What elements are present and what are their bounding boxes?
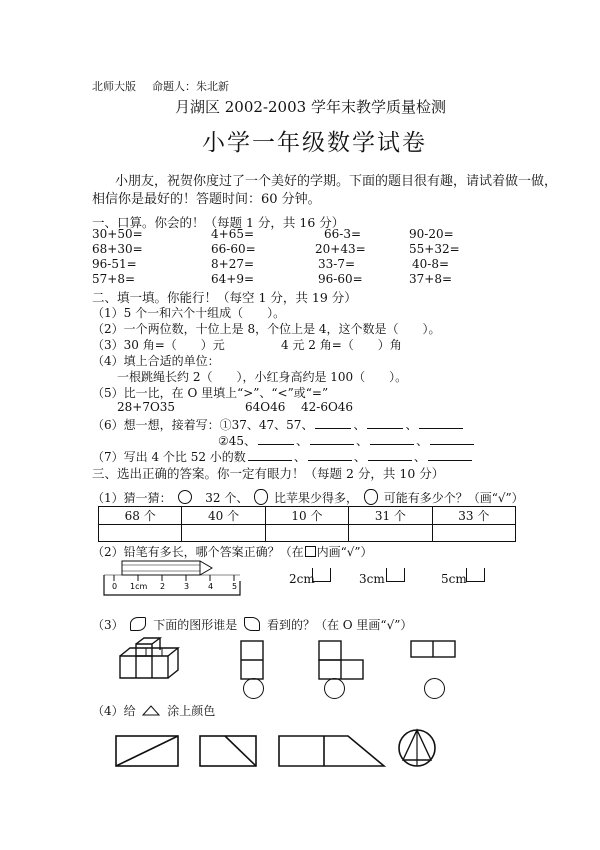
shape-trapezoid [278,735,388,769]
math-item: 30+50= [92,227,143,241]
fill-q1: （1）5 个一和六个十组成（ ）。 [92,306,286,320]
option-cell: 40 个 [182,507,265,525]
ruler-with-pencil [100,555,250,603]
math-item: 57+8= [92,272,136,286]
view-option-c [410,640,460,660]
pear-icon [254,489,268,505]
answer-blank[interactable] [258,434,294,445]
ruler-tick-label: 0 [112,582,118,591]
bird-icon [130,617,146,631]
q2-text-b: 内画“√”） [316,545,373,559]
answer-blank[interactable] [315,418,351,429]
math-item: 40-8= [412,257,450,271]
math-item: 68+30= [92,242,143,256]
compare-3: 42-6O46 [301,400,354,414]
fill-q4: （4）填上合适的单位： [92,354,220,368]
compare-2: 64O46 [245,400,286,414]
answer-blank[interactable] [419,418,463,429]
bird-icon [244,617,260,631]
answer-cell[interactable] [182,525,265,542]
q3-label: （3） [92,618,124,632]
answer-cell[interactable] [99,525,182,542]
math-item: 66-60= [211,242,256,256]
fill-q6-text: （6）想一想，接着写：①37、47、57、 [92,418,314,432]
length-option-5cm [441,572,467,586]
answer-blank[interactable] [428,450,472,461]
answer-circle[interactable] [243,678,264,699]
exam-title: 月湖区 2002-2003 学年末教学质量检测 [175,98,446,116]
ruler-tick-label: 2 [160,582,166,591]
options-table [98,506,516,542]
author-label: 命题人：朱北新 [152,80,229,93]
ruler-tick-label: 3 [184,582,190,591]
math-item: 64+9= [211,272,255,286]
math-item: 33-7= [318,257,356,271]
answer-circle[interactable] [424,678,445,699]
intro-line-2: 相信你是最好的！答题时间：60 分钟。 [92,192,321,207]
ruler-tick-label: 4 [208,582,214,591]
section-3-heading: 三、选出正确的答案。你一定有眼力！（每题 2 分，共 10 分） [92,466,445,481]
math-item: 37+8= [409,272,453,286]
answer-blank[interactable] [367,418,403,429]
option-cell: 68 个 [99,507,182,525]
math-item: 66-3= [324,227,362,241]
q4-label: （4）给 [92,704,136,718]
cube-stack-figure [118,642,188,682]
answer-circle[interactable] [324,678,345,699]
fill-q3a: （3）30 角=（ ）元 [92,338,225,352]
fill-q5: （5）比一比，在 O 里填上“>”、“<”或“=” [92,386,329,400]
length-label: 5cm [441,572,467,586]
q2-text-a: （2）铅笔有多长，哪个答案正确？（在 [92,545,304,559]
answer-blank[interactable] [308,450,352,461]
math-item: 90-20= [409,227,454,241]
answer-blank[interactable] [430,434,474,445]
shape-rect-triangle [199,735,259,769]
math-item: 55+32= [409,242,460,256]
answer-cell[interactable] [349,525,432,542]
check-box[interactable] [386,568,405,582]
view-option-b [318,640,368,682]
q1-compare: 比苹果少得多， [274,491,359,505]
choose-q1 [92,489,524,506]
shape-rect-diagonal [115,735,181,769]
answer-blank[interactable] [368,450,412,461]
view-option-a [240,640,266,682]
triangle-icon [143,706,159,715]
edition-label: 北师大版 [92,80,136,93]
check-box[interactable] [312,568,331,582]
fill-q7: （7）写出 4 个比 52 小的数 、 、 、 [92,448,474,465]
section-1-heading: 一、口算。你会的！（每题 1 分，共 16 分） [92,215,345,230]
answer-cell[interactable] [265,525,348,542]
q3-question: 看到的？（在 O 里画“√”） [266,618,413,632]
fill-q4a: 一根跳绳长约 2（ ），小红身高约是 100（ ）。 [117,370,408,384]
option-cell: 10 个 [265,507,348,525]
clock-icon [178,490,192,504]
answer-blank[interactable] [310,434,354,445]
paper-title: 小学一年级数学试卷 [202,130,427,156]
choose-q4 [92,702,215,719]
intro-line-1: 小朋友，祝贺你度过了一个美好的学期。下面的题目很有趣，请试着做一做， [115,174,558,189]
math-item: 96-51= [92,257,137,271]
length-label: 3cm [359,572,385,586]
math-item: 96-60= [318,272,363,286]
length-label: 2cm [289,572,315,586]
q4-text: 涂上颜色 [167,704,216,718]
option-cell: 31 个 [349,507,432,525]
option-cell: 33 个 [432,507,515,525]
math-item: 4+65= [211,227,255,241]
q3-text: 下面的图形谁是 [153,618,238,632]
answer-blank[interactable] [248,450,292,461]
ruler-tick-label: 5 [232,582,238,591]
shape-circle-triangle [398,727,438,771]
length-option-3cm [359,572,385,586]
compare-1: 28+7O35 [117,400,176,414]
fill-q6b: ②45、 、 、 、 [218,432,476,449]
q1-label: （1）猜一猜： [92,491,172,505]
answer-cell[interactable] [432,525,515,542]
box-icon [305,546,316,557]
length-option-2cm [289,572,315,586]
answer-blank[interactable] [370,434,414,445]
q1-question: 可能有多少个？（画“√”） [383,491,524,505]
fill-q2: （2）一个两位数，十位上是 8，个位上是 4，这个数是（ ）。 [92,322,441,336]
section-2-heading: 二、填一填。你能行！（每空 1 分，共 19 分） [92,290,357,305]
fill-q7-text: （7）写出 4 个比 52 小的数 [92,450,246,464]
math-item: 20+43= [315,242,366,256]
check-box[interactable] [466,568,485,582]
pear-icon [364,489,378,505]
ruler-tick-label: 1cm [130,582,148,591]
fill-q3b: 4 元 2 角=（ ）角 [281,338,402,352]
fill-q6: （6）想一想，接着写：①37、47、57、 、 、 [92,416,465,433]
fill-q6b-text: ②45、 [218,434,257,448]
q1-count: 32 个、 [205,491,249,505]
choose-q3 [92,616,412,633]
math-item: 8+27= [211,257,255,271]
